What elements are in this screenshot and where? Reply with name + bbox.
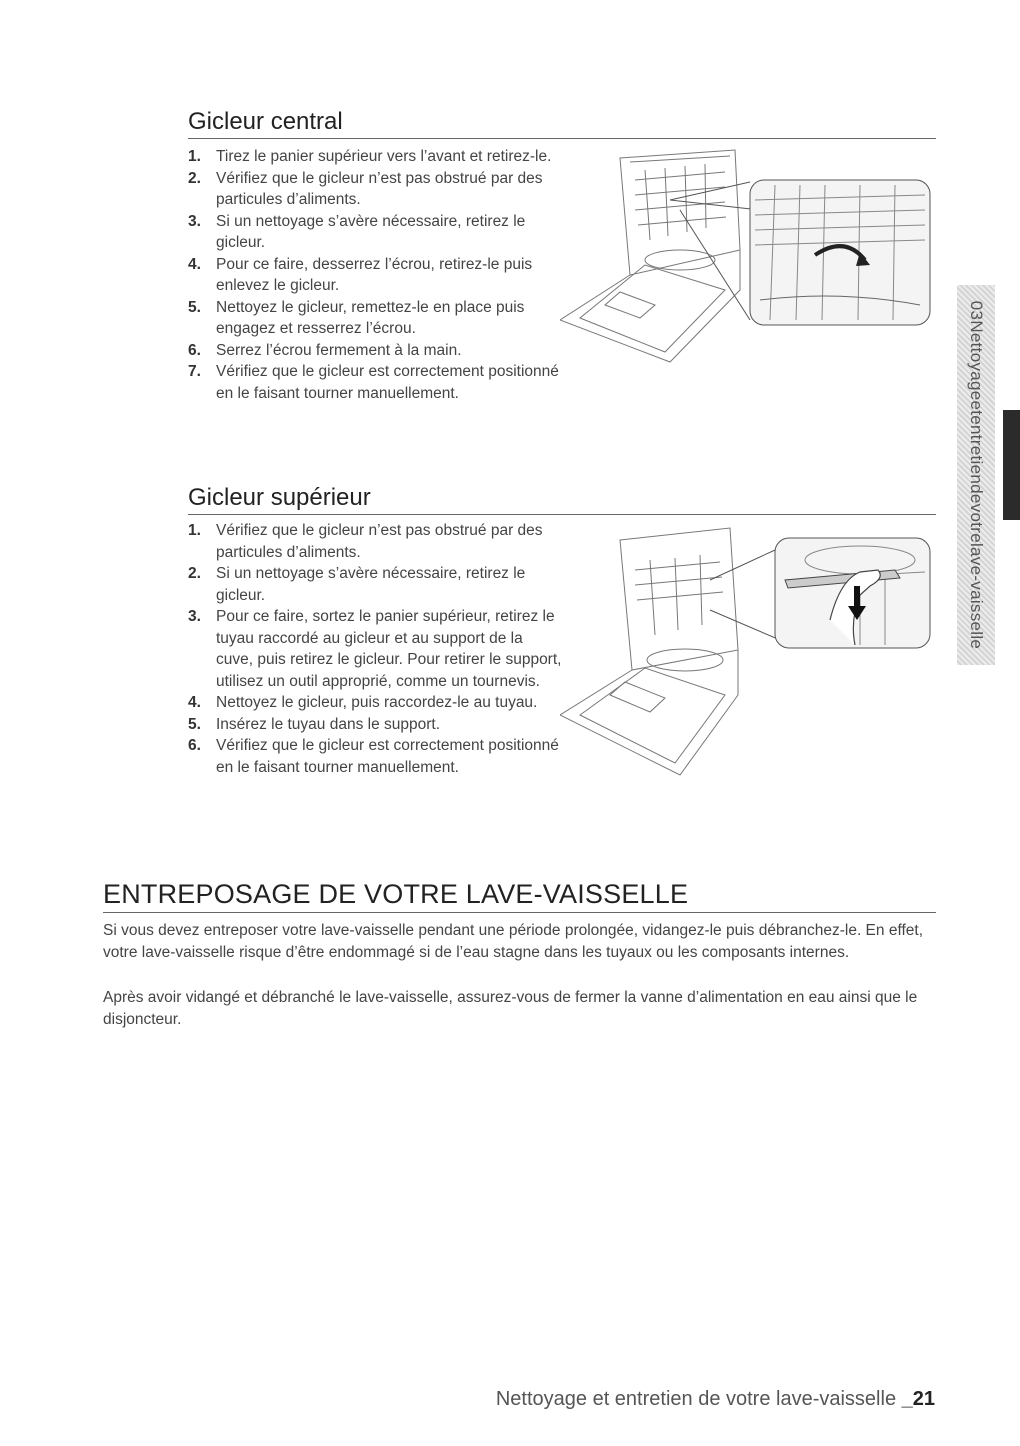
step-text: Vérifiez que le gicleur n’est pas obstrué par des particules d’aliments. <box>216 169 543 208</box>
step-number: 5. <box>188 715 201 733</box>
step-number: 4. <box>188 255 201 273</box>
chapter-tab-marker <box>1003 410 1020 520</box>
step-text: Serrez l’écrou fermement à la main. <box>216 341 462 359</box>
step-number: 3. <box>188 212 201 230</box>
central-spray-arm-illustration <box>560 140 935 365</box>
list-item <box>188 606 563 692</box>
section-title-gicleur-central: Gicleur central <box>188 108 936 139</box>
step-text: Vérifiez que le gicleur n’est pas obstrué par des particules d’aliments. <box>216 522 543 561</box>
step-number: 1. <box>188 148 201 165</box>
step-number: 5. <box>188 298 201 316</box>
list-item <box>188 168 563 211</box>
storage-heading: ENTREPOSAGE DE VOTRE LAVE-VAISSELLE <box>103 878 936 913</box>
step-number: 6. <box>188 341 201 359</box>
storage-paragraph-2: Après avoir vidangé et débranché le lave-vaisselle, assurez-vous de fermer la vanne d’alimentation en eau ainsi que le disjoncteur. <box>103 989 918 1028</box>
page-number: _21 <box>901 1388 935 1410</box>
step-number: 3. <box>188 608 201 625</box>
storage-paragraph-1: Si vous devez entreposer votre lave-vaisselle pendant une période prolongée, vidangez-le puis débranchez-le. En effet, votre lave-vaisselle risque d’être endommagé si de l’eau stagne dans les tuyaux ou les composants internes. <box>103 922 924 961</box>
step-text: Pour ce faire, sortez le panier supérieur, retirez le tuyau raccordé au gicleur et au support de la cuve, puis retirez le gicleur. Pour retirer le support, utilisez un outil approprié, comme un tournevis. <box>216 608 562 690</box>
list-item <box>188 361 563 404</box>
section-title-gicleur-superieur: Gicleur supérieur <box>188 484 936 515</box>
list-item <box>188 146 563 168</box>
list-item <box>188 735 563 778</box>
step-number: 6. <box>188 737 201 754</box>
step-text: Vérifiez que le gicleur est correctement positionné en le faisant tourner manuellement. <box>216 363 559 402</box>
step-number: 7. <box>188 363 201 380</box>
list-item <box>188 692 563 714</box>
step-number: 1. <box>188 522 201 539</box>
footer-text: Nettoyage et entretien de votre lave-vaisselle <box>495 1388 902 1410</box>
list-item <box>188 714 563 736</box>
list-item <box>188 254 563 297</box>
upper-spray-arm-illustration <box>560 520 935 780</box>
list-item <box>188 563 563 606</box>
steps-list-gicleur-central <box>188 146 563 404</box>
step-number: 2. <box>188 565 201 582</box>
step-text: Insérez le tuyau dans le support. <box>216 715 441 733</box>
list-item <box>188 340 563 362</box>
step-text: Nettoyez le gicleur, remettez-le en place puis engagez et resserrez l’écrou. <box>216 298 525 337</box>
list-item <box>188 211 563 254</box>
step-text: Vérifiez que le gicleur est correctement positionné en le faisant tourner manuellement. <box>216 737 559 776</box>
steps-list-gicleur-superieur <box>188 520 563 778</box>
step-text: Pour ce faire, desserrez l’écrou, retirez-le puis enlevez le gicleur. <box>216 255 533 294</box>
step-text: Nettoyez le gicleur, puis raccordez-le au tuyau. <box>216 694 538 711</box>
step-text: Tirez le panier supérieur vers l’avant et retirez-le. <box>216 148 552 165</box>
step-number: 2. <box>188 169 201 187</box>
chapter-side-label: 03Nettoyageetentretiendevotrelave-vaisselle <box>967 300 986 650</box>
list-item <box>188 520 563 563</box>
step-text: Si un nettoyage s’avère nécessaire, retirez le gicleur. <box>216 212 526 251</box>
list-item <box>188 297 563 340</box>
page-footer <box>496 1388 935 1411</box>
step-number: 4. <box>188 694 201 711</box>
step-text: Si un nettoyage s’avère nécessaire, retirez le gicleur. <box>216 565 526 604</box>
